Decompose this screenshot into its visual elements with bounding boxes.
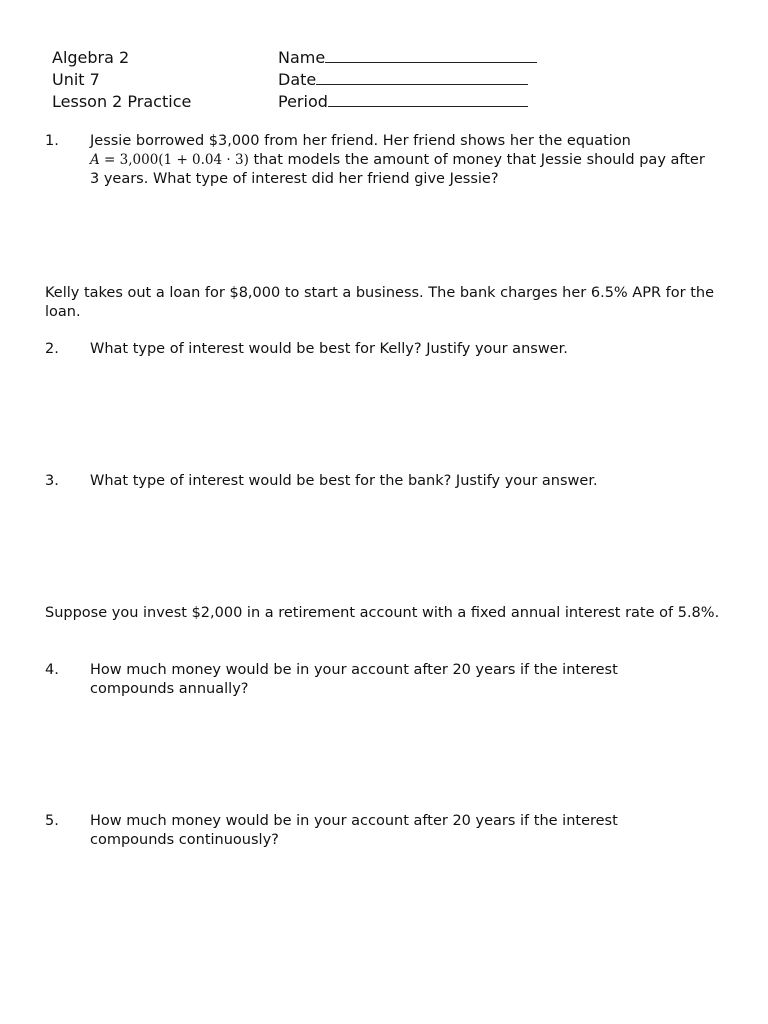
name-field-row [278,47,537,69]
question-text: How much money would be in your account after 20 years if the interest compounds annually? [90,662,618,697]
date-label: Date [278,70,317,89]
unit-label: Unit 7 [52,70,100,89]
question-number: 5. [45,813,59,829]
question-number: 3. [45,473,59,489]
question-3 [45,472,735,491]
scenario-loan: Kelly takes out a loan for $8,000 to start a business. The bank charges her 6.5% APR for the loan. [45,285,714,320]
question-5 [45,812,665,850]
question-text: What type of interest would be best for the bank? Justify your answer. [90,473,598,489]
equation-body: = 3,000(1 + 0.04 · 3) [99,152,249,168]
course-info [52,47,191,113]
student-info [278,47,537,113]
question-number: 2. [45,341,59,357]
question-text-line: 3 years. What type of interest did her friend give Jessie? [90,171,499,187]
interest-equation [90,152,249,168]
question-4 [45,661,665,699]
question-text [90,132,735,189]
scenario-investment: Suppose you invest $2,000 in a retirement account with a fixed annual interest rate of 5.8%. [45,605,720,621]
date-blank[interactable] [316,69,528,85]
course-title: Algebra 2 [52,48,130,67]
question-text-line: that models the amount of money that Jessie should pay after [248,152,705,168]
lesson-title: Lesson 2 Practice [52,92,192,111]
equation-variable: A [90,152,100,168]
period-blank[interactable] [328,91,528,107]
question-number: 4. [45,662,59,678]
question-2 [45,340,735,359]
question-1 [45,132,735,189]
question-text: How much money would be in your account after 20 years if the interest compounds continuously? [90,813,618,848]
period-field-row [278,91,537,113]
name-label: Name [278,48,326,67]
period-label: Period [278,92,328,111]
question-text-line: Jessie borrowed $3,000 from her friend. Her friend shows her the equation [90,133,631,149]
question-text: What type of interest would be best for Kelly? Justify your answer. [90,341,568,357]
name-blank[interactable] [325,47,537,63]
question-number: 1. [45,133,59,149]
date-field-row [278,69,537,91]
